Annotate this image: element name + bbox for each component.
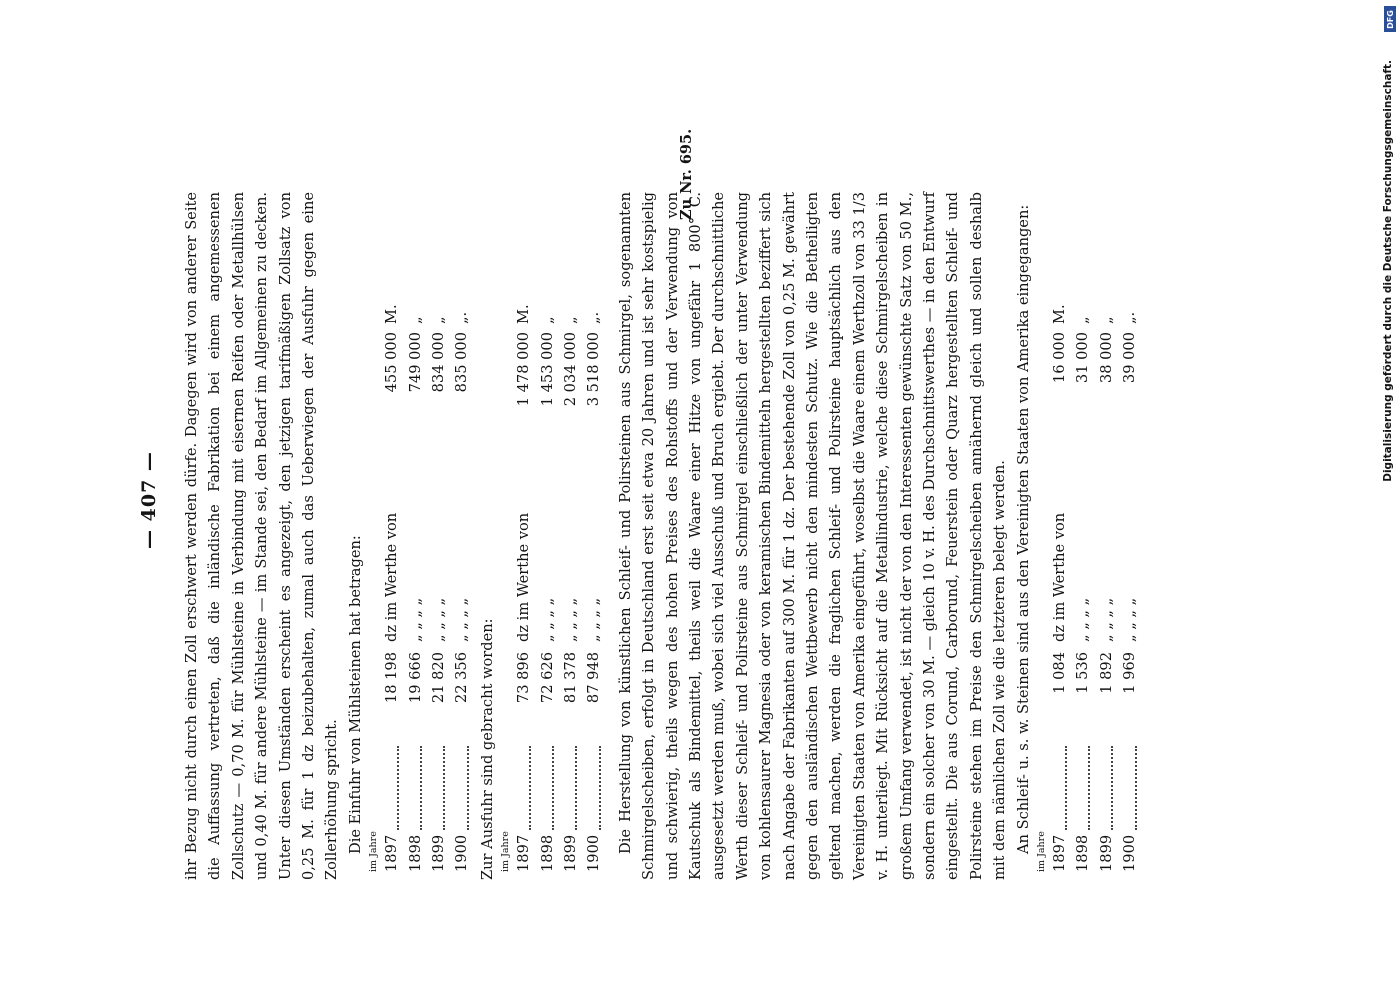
export-qty: 72 626	[538, 652, 556, 704]
export-qty: 87 948	[585, 652, 603, 704]
export-row	[559, 192, 582, 880]
america-year: 1898	[1074, 834, 1092, 872]
export-value: 1 453 000	[538, 332, 556, 407]
america-value: 38 000	[1097, 332, 1115, 384]
export-year: 1898	[538, 834, 556, 872]
america-value: 39 000	[1121, 332, 1139, 384]
export-qty: 81 378	[562, 652, 579, 704]
main-text-column	[180, 192, 1144, 880]
export-qty: 73 896	[515, 652, 533, 704]
import-qty: 22 356	[453, 652, 471, 704]
america-table-label: im Jahre	[1036, 831, 1048, 872]
export-year: 1900	[585, 834, 603, 872]
import-year: 1900	[453, 834, 471, 872]
america-intro: An Schleif- u. s. w. Steinen sind aus den Vereinigten Staaten von Amerika eingegangen:	[1014, 204, 1032, 854]
import-table-label: im Jahre	[368, 831, 380, 872]
import-unit: M.	[383, 304, 401, 324]
import-value: 749 000	[406, 332, 424, 393]
import-row	[404, 192, 427, 880]
import-qty: 19 666	[406, 652, 424, 704]
import-desc: „ „ „ „	[453, 597, 471, 642]
america-unit: „	[1097, 316, 1115, 324]
america-desc: „ „ „ „	[1097, 597, 1115, 642]
import-value: 835 000	[453, 332, 471, 393]
import-unit: „	[406, 316, 424, 324]
import-unit: „	[430, 316, 448, 324]
america-row	[1071, 192, 1094, 880]
export-unit: „	[562, 316, 579, 324]
america-qty: 1 892	[1097, 652, 1115, 694]
america-year: 1900	[1121, 834, 1139, 872]
export-year: 1897	[515, 834, 533, 872]
export-desc: „ „ „ „	[585, 597, 603, 642]
import-intro: Die Einfuhr von Mühlsteinen hat betragen:	[346, 535, 364, 854]
import-year: 1899	[430, 834, 448, 872]
import-desc: dz im Werthe von	[383, 512, 401, 642]
america-year: 1897	[1051, 834, 1069, 872]
intro-paragraph: ihr Bezug nicht durch einen Zoll erschwert werden dürfe. Dagegen wird von anderer Seite die Auffassung vertreten, daß die inländische Fabrikation bei einem angemessenen Zollschutz — 0,70 M. für Mühlsteine in Verbindung mit eisernen Reifen oder Metallhülsen und 0,40 M. für andere Mühlsteine — im Stande sei, den Bedarf im Allgemeinen zu decken. Unter diesen Umständen erscheint es angezeigt, den jetzigen tarifmäßigen Zollsatz von 0,25 M. für 1 dz beizubehalten, zumal auch das Ueberwiegen der Ausfuhr gegen eine Zollerhöhung spricht.	[183, 192, 341, 880]
import-row	[450, 192, 473, 880]
export-unit: „.	[585, 311, 603, 324]
america-unit: „.	[1121, 311, 1139, 324]
america-value: 31 000	[1074, 332, 1092, 384]
export-unit: M.	[515, 304, 533, 324]
america-desc: dz im Werthe von	[1051, 512, 1069, 642]
america-qty: 1 969	[1121, 652, 1139, 694]
export-row	[582, 192, 605, 880]
import-qty: 21 820	[430, 652, 448, 704]
dfg-logo-text: DFG	[1385, 9, 1395, 29]
import-desc: „ „ „ „	[406, 597, 424, 642]
import-value: 455 000	[383, 332, 401, 393]
dfg-logo-icon	[1384, 6, 1396, 32]
america-unit: „	[1074, 316, 1092, 324]
import-unit: „.	[453, 311, 471, 324]
main-paragraph: Die Herstellung von künstlichen Schleif- und Polirsteinen aus Schmirgel, sogenannten Schmirgelscheiben, erfolgt in Deutschland erst seit etwa 20 Jahren und ist sehr kostspielig und schwierig, theils wegen des hohen Preises des Rohstoffs und der Verwendung von Kautschuk als Bindemittel, theils weil die Waare einer Hitze von ungefähr 1 800° C. ausgesetzt werden muß, wobei sich viel Ausschuß und Bruch ergiebt. Der durchschnittliche Werth dieser Schleif- und Polirsteine aus Schmirgel einschließlich der unter Verwendung von kohlensaurer Magnesia oder von keramischen Bindemitteln hergestellten beziffert sich nach Angabe der Fabrikanten auf 300 M. für 1 dz. Der bestehende Zoll von 0,25 M. gewährt gegen den ausländischen Wettbewerb nicht den mindesten Schutz. Wie die Betheiligten geltend machen, werden die fraglichen Schleif- und Polirsteine hauptsächlich aus den Vereinigten Staaten von Amerika eingeführt, woselbst die Waare einem Werthzoll von 33 1/3 v. H. unterliegt. Mit Rücksicht auf die Metallindustrie, welche diese Schmirgelscheiben in großem Umfang verwendet, ist nicht der von den Interessenten gewünschte Satz von 50 M., sondern ein solcher von 30 M. — gleich 10 v. H. des Durchschnittswerthes — in den Entwurf eingestellt. Die aus Corund, Carborund, Feuerstein oder Quarz hergestellten Schleif- und Polirsteine stehen im Preise den Schmirgelscheiben annähernd gleich und sollen deshalb mit dem nämlichen Zoll wie die letzteren belegt werden.	[616, 192, 1009, 880]
import-row	[380, 192, 403, 880]
america-row	[1048, 192, 1071, 880]
export-table	[499, 192, 606, 880]
america-value: 16 000	[1051, 332, 1069, 384]
export-desc: „ „ „ „	[562, 597, 579, 642]
side-heading: Zu Nr. 695.	[678, 128, 695, 220]
import-year: 1898	[406, 834, 424, 872]
import-desc: „ „ „ „	[430, 597, 448, 642]
america-row	[1095, 192, 1118, 880]
page-number: — 407 —	[138, 451, 160, 549]
america-desc: „ „ „ „	[1074, 597, 1092, 642]
america-desc: „ „ „ „	[1121, 597, 1139, 642]
america-unit: M.	[1051, 304, 1069, 324]
export-intro: Zur Ausfuhr sind gebracht worden:	[478, 618, 496, 880]
export-unit: „	[538, 316, 556, 324]
import-row	[427, 192, 450, 880]
export-table-label: im Jahre	[500, 831, 512, 872]
digitization-credit-text: Digitalisierung gefördert durch die Deutsche Forschungsgemeinschaft.	[1382, 60, 1394, 482]
export-row	[512, 192, 535, 880]
export-row	[536, 192, 559, 880]
export-desc: dz im Werthe von	[515, 512, 533, 642]
america-qty: 1 084	[1051, 652, 1069, 694]
export-year: 1899	[562, 834, 579, 872]
digitization-credit-strip	[1380, 0, 1397, 1000]
import-qty: 18 198	[383, 652, 401, 704]
export-value: 3 518 000	[585, 332, 603, 407]
export-value: 2 034 000	[562, 332, 579, 407]
import-year: 1897	[383, 834, 401, 872]
import-value: 834 000	[430, 332, 448, 393]
america-table	[1035, 192, 1142, 880]
export-desc: „ „ „ „	[538, 597, 556, 642]
america-qty: 1 536	[1074, 652, 1092, 694]
america-year: 1899	[1097, 834, 1115, 872]
export-value: 1 478 000	[515, 332, 533, 407]
import-table	[367, 192, 474, 880]
america-row	[1118, 192, 1141, 880]
